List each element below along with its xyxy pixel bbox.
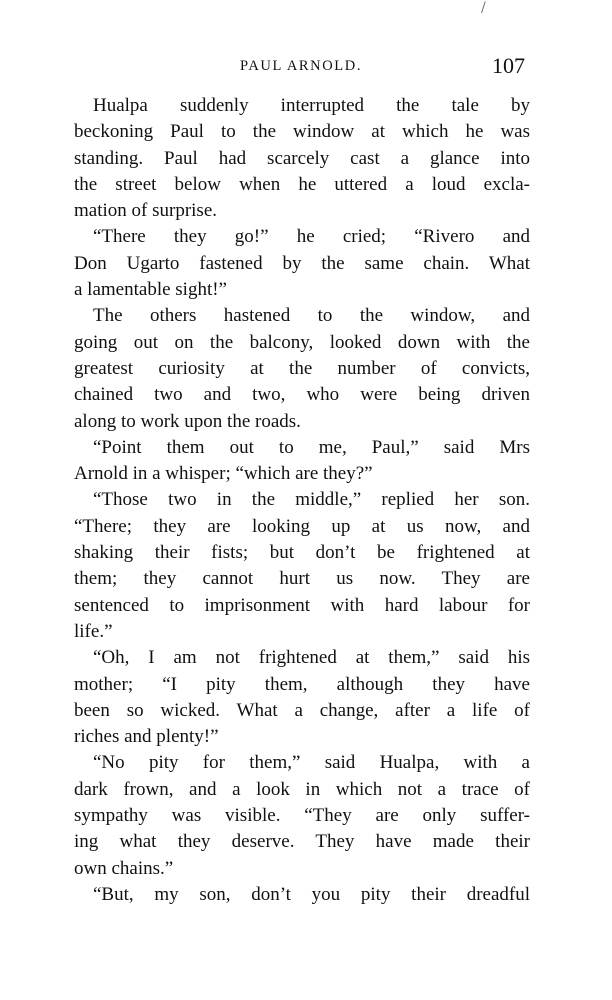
text-line: shaking their fists; but don’t be frightened at [74, 542, 530, 564]
text-line: The others hastened to the window, and [93, 305, 530, 327]
text-line: going out on the balcony, looked down with the [74, 331, 530, 353]
text-line: chained two and two, who were being driven [74, 384, 530, 406]
text-line: sympathy was visible. “They are only suffer- [74, 805, 530, 827]
text-line: the street below when he uttered a loud excla- [74, 173, 530, 195]
text-line: sentenced to imprisonment with hard labour for [74, 594, 530, 616]
text-line: “There they go!” he cried; “Rivero and [93, 226, 530, 248]
text-line: own chains.” [74, 857, 174, 879]
running-head: PAUL ARNOLD. [240, 58, 363, 74]
corner-mark: / [481, 0, 486, 16]
text-line: mother; “I pity them, although they have [74, 673, 530, 695]
text-line: “There; they are looking up at us now, and [74, 515, 530, 537]
text-line: Don Ugarto fastened by the same chain. What [74, 252, 530, 274]
text-line: “Those two in the middle,” replied her son. [93, 489, 530, 511]
text-line: Arnold in a whisper; “which are they?” [74, 463, 373, 485]
text-line: along to work upon the roads. [74, 410, 301, 432]
text-line: ing what they deserve. They have made their [74, 831, 530, 853]
text-line: standing. Paul had scarcely cast a glance into [74, 147, 530, 169]
text-line: dark frown, and a look in which not a trace of [74, 778, 530, 800]
text-line: “Point them out to me, Paul,” said Mrs [93, 436, 530, 458]
text-line: mation of surprise. [74, 200, 218, 222]
text-line: “Oh, I am not frightened at them,” said his [93, 647, 530, 669]
body-text [74, 93, 530, 908]
text-line: Hualpa suddenly interrupted the tale by [93, 95, 530, 116]
text-line: riches and plenty!” [74, 726, 219, 748]
text-line: “But, my son, don’t you pity their dreadful [93, 883, 530, 905]
page-number: 107 [492, 53, 525, 78]
text-line: been so wicked. What a change, after a life of [74, 699, 530, 721]
text-line: life.” [74, 620, 113, 642]
text-line: them; they cannot hurt us now. They are [74, 568, 530, 590]
text-line: “No pity for them,” said Hualpa, with a [93, 752, 530, 774]
text-line: greatest curiosity at the number of convicts, [74, 357, 530, 379]
text-line: a lamentable sight!” [74, 279, 227, 301]
text-line: beckoning Paul to the window at which he was [74, 121, 530, 143]
